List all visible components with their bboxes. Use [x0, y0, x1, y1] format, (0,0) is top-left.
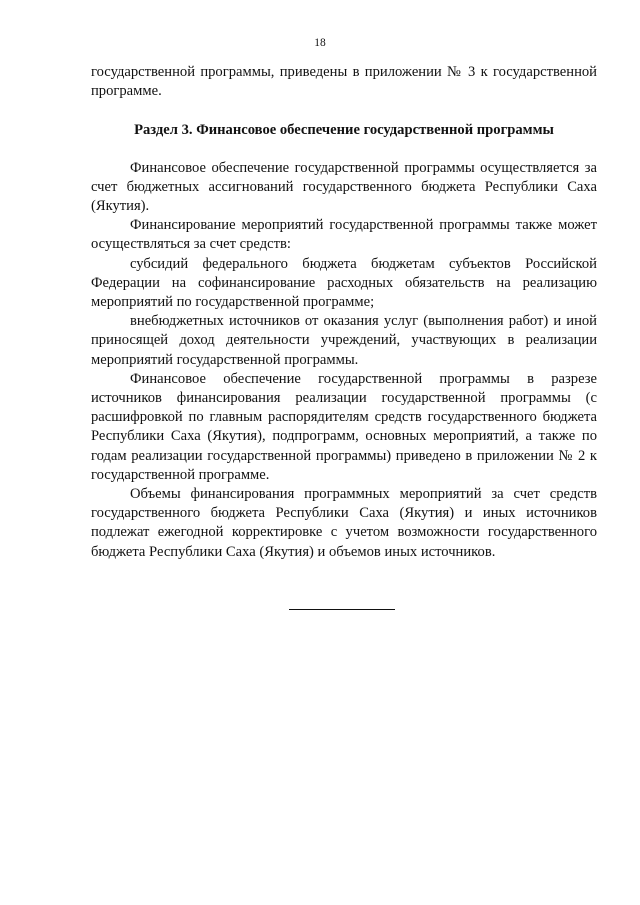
document-body: [91, 63, 597, 562]
paragraph-funding-source: Финансовое обеспечение государственной программы осуществляется за счет бюджетных ассигнований государственного бюджета Республики Саха (Якутия).: [91, 159, 597, 215]
paragraph-federal-subsidies: субсидий федерального бюджета бюджетам субъектов Российской Федерации на софинансирование расходных обязательств на реализацию мероприятий по государственной программе;: [91, 255, 597, 311]
end-of-section-rule: [289, 609, 395, 610]
paragraph-funding-breakdown: Финансовое обеспечение государственной программы в разрезе источников финансирования реализации государственной программы (с расшифровкой по главным распорядителям средств государственного бюджета Республики Саха (Якутия), подпрограмм, основных мероприятий, а также по годам реализации государственной программы) приведено в приложении № 2 к государственной программе.: [91, 370, 597, 483]
paragraph-extrabudgetary-sources: внебюджетных источников от оказания услуг (выполнения работ) и иной приносящей доход деятельности учреждений, участвующих в реализации мероприятий государственной программы.: [91, 313, 597, 368]
continuation-paragraph: государственной программы, приведены в приложении № 3 к государственной программе.: [91, 64, 597, 100]
paragraph-additional-funding: Финансирование мероприятий государственной программы также может осуществляться за счет средств:: [91, 217, 597, 253]
page-number: 18: [314, 37, 326, 49]
paragraph-annual-adjustment: Объемы финансирования программных мероприятий за счет средств государственного бюджета Республики Саха (Якутия) и иных источников подлежат ежегодной корректировке с учетом возможности государственного бюджета Республики Саха (Якутия) и объемов иных источников.: [91, 486, 597, 560]
section-heading: Раздел 3. Финансовое обеспечение государственной программы: [134, 122, 554, 139]
